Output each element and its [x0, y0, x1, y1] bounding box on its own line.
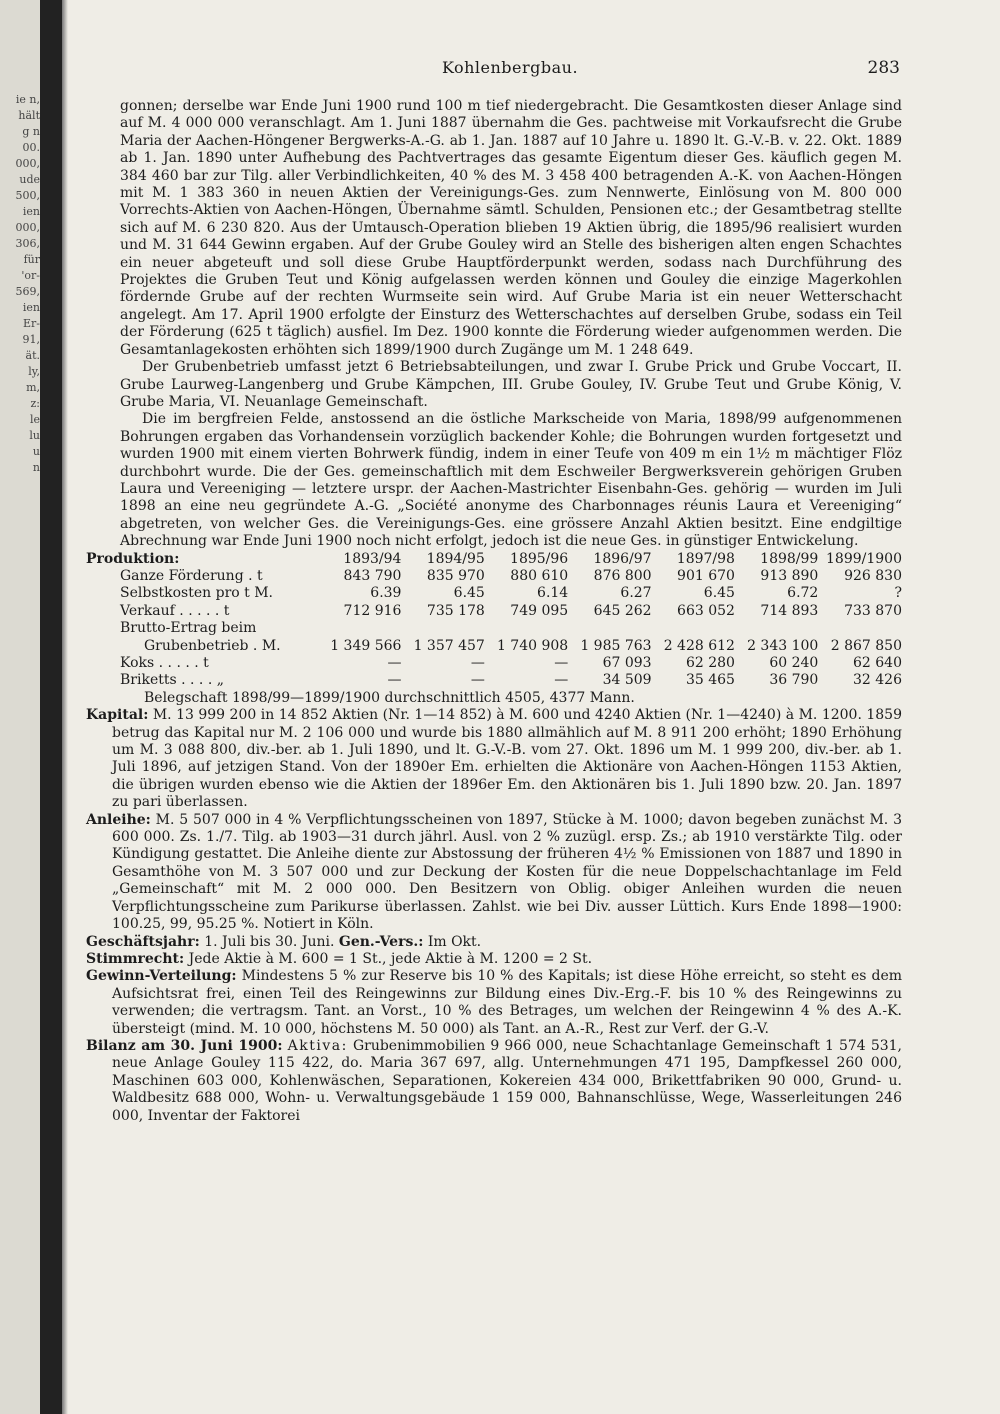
production-value: 835 970: [426, 567, 485, 584]
production-value: 1 357 457: [413, 637, 485, 654]
row-unit: „: [216, 672, 224, 689]
margin-fragment: ly,: [28, 365, 40, 378]
production-row: [86, 568, 902, 585]
row-label-cell: [86, 603, 318, 620]
production-value: 6.39: [370, 585, 402, 602]
production-value: 2 867 850: [830, 637, 902, 654]
margin-fragment: m,: [26, 381, 40, 394]
production-section: [86, 550, 902, 708]
gewinn-label: Gewinn-Verteilung:: [86, 968, 237, 985]
production-value: 6.45: [703, 585, 735, 602]
production-value: ?: [894, 585, 902, 602]
bilanz-text: Grubenimmobilien 9 966 000, neue Schachtanlage Gemeinschaft 1 574 531, neue Anlage Gouley 115 422, do. Maria 367 697, allg. Unternehmungen 471 195, Dampfkessel 260 000, Maschinen 603 000, Kohlenwäschen, Separationen, Kokereien 434 000, Brikettfabriken 90 000, Grund- u. Waldbesitz 688 000, Wohn- u. Verwaltungsgebäude 1 159 000, Bahnanschlüsse, Wege, Wasserleitungen 246 000, Inventar der Faktorei: [112, 1037, 902, 1124]
margin-fragment: ien: [22, 205, 40, 218]
stimmrecht-section: [86, 951, 902, 968]
production-row: [86, 585, 902, 602]
production-value: 1 985 763: [580, 637, 652, 654]
year-header: 1894/95: [426, 550, 485, 567]
row-label: Brutto-Ertrag beim: [120, 620, 257, 637]
margin-fragment: 91,: [22, 333, 40, 346]
margin-fragment: für: [23, 253, 40, 266]
production-row: [86, 620, 902, 637]
production-table: [86, 551, 902, 690]
year-header: 1896/97: [593, 550, 652, 567]
production-value: —: [554, 672, 569, 689]
row-unit: t: [257, 567, 263, 584]
stimmrecht-label: Stimmrecht:: [86, 950, 185, 967]
margin-fragment: 'or-: [21, 269, 40, 282]
production-row: [86, 672, 902, 689]
margin-fragment: z:: [30, 397, 40, 410]
production-value: 1 349 566: [330, 637, 402, 654]
kapital-text: M. 13 999 200 in 14 852 Aktien (Nr. 1—14 852) à M. 600 und 4240 Aktien (Nr. 1—4240) à M. 1200. 1859 betrug das Kapital nur M. 2 106 000 und wurde bis 1880 allmählich auf M. 8 911 200 erhöht; 1890 Erhöhung um M. 3 088 800, div.-ber. ab 1. Juli 1890, und lt. G.-V.-B. vom 27. Okt. 1896 um M. 1 999 200, div.-ber. ab 1. Juli 1896, auf jetzigen Stand. Von der 1890er Em. erhielten die Aktionäre von Aachen-Höngen 1153 Aktien, die übrigen wurden ebenso wie die Aktien der 1896er Em. den Aktionären bis 1. Juli 1890 bzw. 20. Jan. 1897 zu pari überlassen.: [112, 707, 902, 811]
margin-fragment: ude: [19, 173, 40, 186]
kapital-section: [86, 707, 902, 811]
production-value: [818, 620, 902, 637]
kapital-label: Kapital:: [86, 707, 149, 724]
margin-fragment: 00.: [22, 141, 40, 154]
row-label: Ganze Förderung: [120, 567, 244, 584]
production-value: 62 280: [685, 655, 735, 671]
year-header: 1899/1900: [826, 550, 902, 567]
margin-fragment: lu: [29, 429, 40, 442]
paragraph: Der Grubenbetrieb umfasst jetzt 6 Betriebsabteilungen, und zwar I. Grube Prick und Grube Voccart, II. Grube Laurweg-Langenberg und Grube Kämpchen, III. Grube Gouley, IV. Grube Teut und Grube König, V. Grube Maria, VI. Neuanlage Gemeinschaft.: [120, 359, 902, 410]
paragraph: Die im bergfreien Felde, anstossend an die östliche Markscheide von Maria, 1898/99 aufgenommenen Bohrungen ergaben das Vorhandensein vorzüglich backender Kohle; die Bohrungen wurden fortgesetzt und wurden 1900 mit einem vierten Bohrwerk fündig, indem in einer Teufe von 409 m ein 1½ m mächtiger Flöz durchbohrt wurde. Die der Ges. gemeinschaftlich mit dem Eschweiler Bergwerksverein gehörigen Gruben Laura und Vereeniging — letztere urspr. der Aachen-Mastrichter Eisenbahn-Ges. gehörig — wurden im Juli 1898 an eine neu gegründete A.-G. „Société anonyme des Charbonnages réunis Laura et Vereeniging“ abgetreten, von welcher Ges. die Vereinigungs-Ges. eine grössere Anzahl Aktien besitzt. Eine endgiltige Abrechnung war Ende Juni 1900 noch nicht erfolgt, jedoch ist die neue Ges. in günstiger Entwickelung.: [120, 411, 902, 550]
paragraph: gonnen; derselbe war Ende Juni 1900 rund 100 m tief niedergebracht. Die Gesamtkosten dieser Anlage sind auf M. 4 000 000 veranschlagt. Am 1. Juni 1887 übernahm die Ges. pachtweise mit Vorkaufsrecht die Grube Maria der Aachen-Höngener Bergwerks-A.-G. ab 1. Jan. 1887 auf 10 Jahre u. 1890 lt. G.-V.-B. v. 22. Okt. 1889 ab 1. Jan. 1890 unter Aufhebung des Pachtvertrages das gesamte Eigentum dieser Ges. käuflich gegen M. 384 460 bar zur Tilg. aller Verbindlichkeiten, 40 % des M. 3 458 400 betragenden A.-K. von Aachen-Höngen mit M. 1 383 360 in neuen Aktien der Vereinigungs-Ges. zum Nennwerte, Einlösung von M. 800 000 Vorrechts-Aktien von Aachen-Höngen, Übernahme sämtl. Schulden, Pensionen etc.; der Gesamtbetrag stellte sich auf M. 6 230 820. Aus der Umtausch-Operation blieben 19 Aktien übrig, die 1895/96 realisiert wurden und M. 31 644 Gewinn ergaben. Auf der Grube Gouley wird an Stelle des bisherigen alten engen Schachtes ein neuer abgeteuft und soll diese Grube Hauptförderpunkt werden, sodass nach Durchführung des Projektes die Gruben Teut und König aufgelassen werden können und Gouley die einzige Magerkohlen fördernde Grube auf der rechten Wurmseite sein wird. Auf Grube Maria ist ein neuer Wetterschacht angelegt. Am 17. April 1900 erfolgte der Einsturz des Wetterschachtes auf derselben Grube, sodass ein Teil der Förderung (625 t täglich) ausfiel. Im Dez. 1900 konnte die Förderung wieder aufgenommen werden. Die Gesamtanlagekosten erhöhten sich 1899/1900 durch Zugänge um M. 1 248 649.: [120, 98, 902, 358]
production-value: 901 670: [677, 567, 735, 584]
row-dots: .: [248, 637, 262, 654]
margin-fragment: ie n,: [15, 93, 40, 106]
margin-fragment: u: [32, 445, 40, 458]
aktiva-label: Aktiva:: [287, 1037, 348, 1054]
production-value: [318, 620, 401, 637]
geschaeftsjahr-text: 1. Juli bis 30. Juni.: [204, 933, 335, 950]
production-value: 749 095: [510, 602, 569, 619]
production-value: 6.27: [620, 585, 652, 602]
production-value: 876 800: [593, 567, 652, 584]
production-value: 1 740 908: [496, 637, 569, 654]
row-dots: . . . . .: [174, 602, 224, 619]
page-header: [120, 58, 900, 82]
production-value: 62 640: [853, 655, 902, 671]
production-value: 733 870: [844, 602, 902, 619]
margin-fragment: 306,: [15, 237, 40, 250]
row-label: Koks: [120, 655, 155, 671]
margin-fragment: n: [32, 461, 40, 474]
row-label-cell: [86, 655, 318, 672]
year-header: 1898/99: [760, 550, 819, 567]
row-label: Selbstkosten pro: [120, 585, 240, 602]
production-value: 843 790: [343, 567, 402, 584]
production-value: 714 893: [760, 602, 819, 619]
production-row: [86, 655, 902, 672]
page-body: [86, 98, 903, 1125]
bilanz-section: [86, 1038, 902, 1125]
production-value: 712 916: [343, 602, 402, 619]
production-value: 663 052: [677, 602, 735, 619]
production-value: [485, 620, 568, 637]
production-value: 36 790: [769, 672, 819, 689]
page-number: 283: [867, 58, 900, 78]
row-label-cell: [86, 638, 318, 655]
running-title: Kohlenbergbau.: [441, 58, 579, 77]
row-label-cell: [86, 620, 318, 637]
row-dots: .: [243, 567, 258, 584]
geschaeftsjahr-label: Geschäftsjahr:: [86, 933, 200, 950]
row-dots: . . . . .: [154, 655, 204, 671]
production-value: —: [387, 655, 402, 671]
margin-fragment: 569,: [15, 285, 40, 298]
production-value: 6.72: [787, 585, 819, 602]
margin-fragment: 500,: [15, 189, 40, 202]
gutter-edge: [62, 0, 68, 1414]
margin-fragment: ien: [22, 301, 40, 314]
production-value: 2 343 100: [747, 637, 819, 654]
production-value: 913 890: [760, 567, 819, 584]
margin-fragment: hält: [18, 109, 40, 122]
margin-fragment: Er-: [22, 317, 40, 330]
year-header: 1893/94: [343, 550, 402, 567]
production-value: [652, 620, 735, 637]
row-label-cell: [86, 585, 318, 602]
production-row: [86, 638, 902, 655]
book-gutter: [40, 0, 62, 1414]
previous-page-fragments: [0, 92, 40, 476]
production-value: 67 093: [602, 655, 652, 671]
production-value: 645 262: [593, 602, 652, 619]
production-value: 60 240: [769, 655, 819, 671]
row-unit: t M.: [244, 585, 274, 602]
margin-fragment: ät.: [25, 349, 40, 362]
genvers-label: Gen.-Vers.:: [338, 933, 424, 950]
anleihe-label: Anleihe:: [86, 811, 151, 828]
row-label: Grubenbetrieb: [144, 637, 249, 654]
margin-fragment: le: [29, 413, 40, 426]
production-value: [735, 620, 818, 637]
production-value: —: [554, 655, 569, 671]
row-unit: t: [223, 602, 230, 619]
genvers-text: Im Okt.: [427, 933, 482, 950]
production-value: —: [470, 672, 485, 689]
production-value: [568, 620, 651, 637]
geschaeftsjahr-section: [86, 934, 902, 951]
bilanz-label: Bilanz am 30. Juni 1900:: [86, 1037, 283, 1054]
row-label-cell: [86, 568, 318, 585]
production-value: 6.45: [453, 585, 485, 602]
row-label-cell: [86, 672, 318, 689]
production-value: 35 465: [685, 672, 735, 689]
anleihe-section: [86, 812, 902, 934]
production-value: 34 509: [602, 672, 652, 689]
year-header: 1897/98: [676, 550, 735, 567]
production-value: 6.14: [537, 585, 569, 602]
belegschaft-line: Belegschaft 1898/99—1899/1900 durchschnittlich 4505, 4377 Mann.: [144, 689, 635, 706]
anleihe-text: M. 5 507 000 in 4 % Verpflichtungsscheinen von 1897, Stücke à M. 1000; davon begeben zunächst M. 3 600 000. Zs. 1./7. Tilg. ab 1903—31 durch jährl. Ausl. von 2 % zuzügl. ersp. Zs.; ab 1910 verstärkte Tilg. oder Kündigung gestattet. Die Anleihe diente zur Abstossung der früheren 4½ % Emissionen von 1887 und 1890 in Gesamthöhe von M. 3 507 000 und zur Deckung der Kosten für die neue Doppelschachtanlage im Feld „Gemeinschaft“ mit M. 2 000 000. Den Besitzern von Oblig. obiger Anleihen wurden die neuen Verpflichtungsscheine zum Parikurse überlassen. Zahlst. wie bei Div. ausser Lüttich. Kurs Ende 1898—1900: 100.25, 99, 95.25 %. Notiert in Köln.: [112, 811, 902, 933]
stimmrecht-text: Jede Aktie à M. 600 = 1 St., jede Aktie à M. 1200 = 2 St.: [188, 950, 593, 967]
margin-fragment: 000,: [15, 157, 40, 170]
year-header: 1895/96: [510, 550, 569, 567]
gewinn-section: [86, 968, 902, 1038]
production-value: 880 610: [510, 567, 569, 584]
production-value: —: [387, 672, 402, 689]
production-value: 2 428 612: [663, 637, 735, 654]
production-value: [401, 620, 484, 637]
production-value: —: [470, 655, 485, 671]
row-unit: t: [203, 655, 209, 671]
production-value: 735 178: [426, 602, 485, 619]
row-dots: . . . .: [176, 672, 217, 689]
row-label: Briketts: [120, 672, 177, 689]
row-unit: M.: [261, 637, 281, 654]
production-value: 32 426: [853, 672, 902, 689]
margin-fragment: g n: [22, 125, 40, 138]
production-header-row: [86, 551, 902, 568]
row-label: Verkauf: [120, 602, 175, 619]
margin-fragment: 000,: [15, 221, 40, 234]
production-label: Produktion:: [86, 550, 180, 567]
production-row: [86, 603, 902, 620]
gewinn-text: Mindestens 5 % zur Reserve bis 10 % des Kapitals; ist diese Höhe erreicht, so steht es dem Aufsichtsrat frei, einen Teil des Reingewinns zur Bildung eines Div.-Erg.-F. bis 10 % des Reingewinns zu verwenden; die vertragsm. Tant. an Vorst., 10 % des Betrages, um welchen der Reingewinn 4 % des A.-K. übersteigt (mind. M. 10 000, höchstens M. 50 000) als Tant. an A.-R., Rest zur Verf. der G.-V.: [112, 968, 903, 1037]
production-value: 926 830: [844, 567, 902, 584]
